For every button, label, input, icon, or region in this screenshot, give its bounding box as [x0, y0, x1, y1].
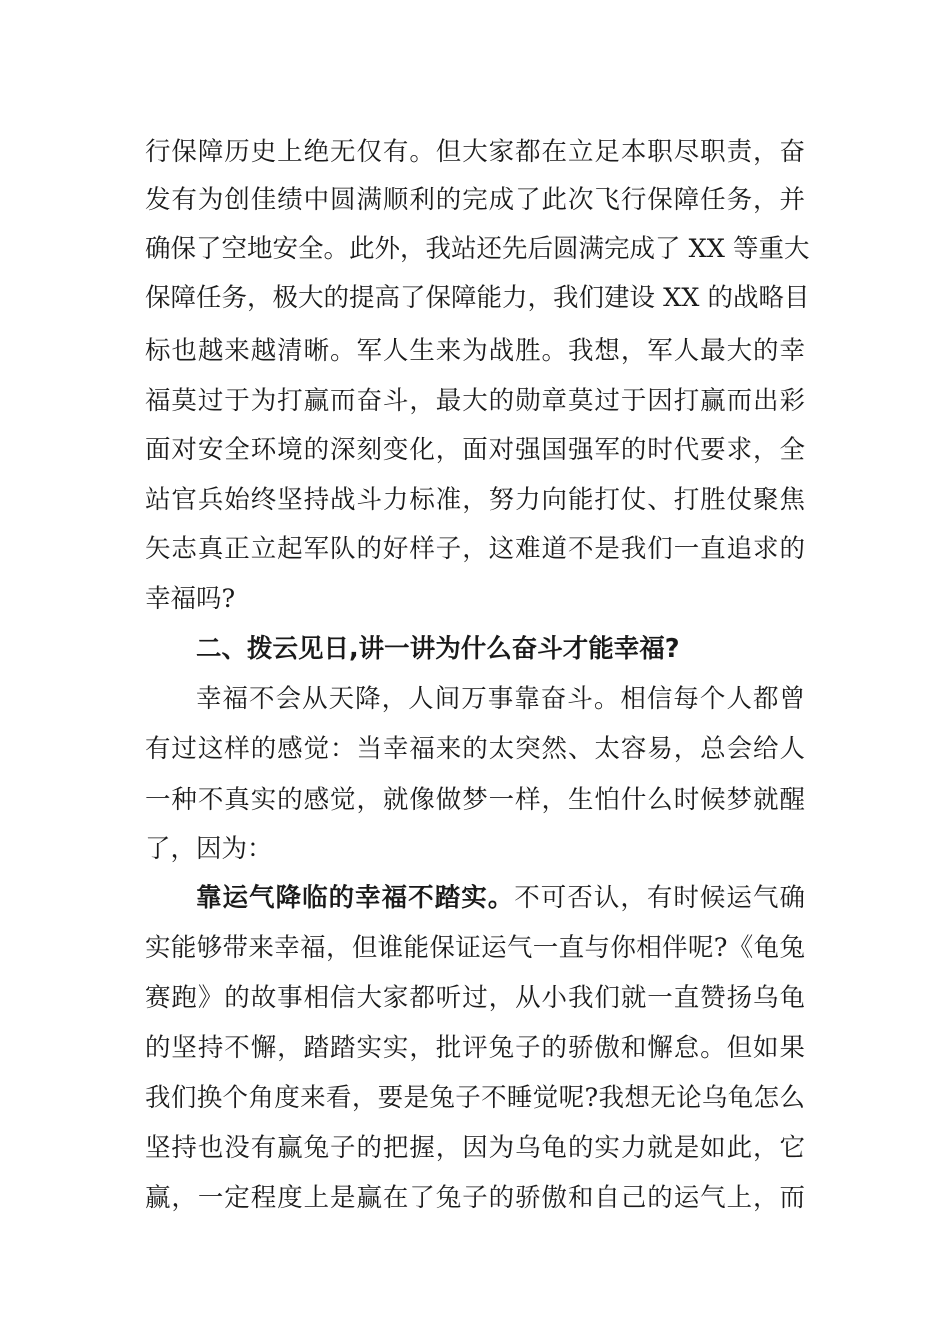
paragraph-line: 站官兵始终坚持战斗力标准，努力向能打仗、打胜仗聚焦 — [145, 485, 805, 515]
paragraph-line: 标也越来越清晰。军人生来为战胜。我想，军人最大的幸 — [145, 336, 805, 366]
paragraph-line: 福莫过于为打赢而奋斗，最大的勋章莫过于因打赢而出彩 — [145, 386, 805, 416]
paragraph-line: 行保障历史上绝无仅有。但大家都在立足本职尽职责，奋 — [145, 137, 805, 167]
bold-lead-sentence: 靠运气降临的幸福不踏实。 — [196, 883, 515, 913]
paragraph-line: 幸福吗? — [145, 584, 236, 614]
paragraph-line: 实能够带来幸福，但谁能保证运气一直与你相伴呢?《龟兔 — [145, 933, 805, 963]
paragraph-line: 保障任务，极大的提高了保障能力，我们建设 XX 的战略目 — [145, 283, 810, 313]
paragraph-line: 赢，一定程度上是赢在了兔子的骄傲和自己的运气上，而 — [145, 1183, 805, 1213]
paragraph-line: 矢志真正立起军队的好样子，这难道不是我们一直追求的 — [145, 534, 805, 564]
paragraph-line: 一种不真实的感觉，就像做梦一样，生怕什么时候梦就醒 — [145, 785, 805, 815]
paragraph-line: 确保了空地安全。此外，我站还先后圆满完成了 XX 等重大 — [145, 234, 810, 264]
first-line-rest: 不可否认，有时候运气确 — [514, 883, 805, 913]
paragraph-first-line — [196, 883, 805, 913]
paragraph-line: 我们换个角度来看，要是兔子不睡觉呢?我想无论乌龟怎么 — [145, 1083, 805, 1113]
paragraph-line: 了，因为： — [145, 834, 273, 864]
paragraph-line: 赛跑》的故事相信大家都听过，从小我们就一直赞扬乌龟 — [145, 983, 805, 1013]
paragraph-line: 发有为创佳绩中圆满顺利的完成了此次飞行保障任务，并 — [145, 185, 805, 215]
paragraph-line: 的坚持不懈，踏踏实实，批评兔子的骄傲和懈怠。但如果 — [145, 1033, 805, 1063]
paragraph-line: 坚持也没有赢兔子的把握，因为乌龟的实力就是如此，它 — [145, 1133, 805, 1163]
paragraph-line: 有过这样的感觉：当幸福来的太突然、太容易，总会给人 — [145, 734, 805, 764]
paragraph-line: 幸福不会从天降，人间万事靠奋斗。相信每个人都曾 — [196, 684, 805, 714]
section-heading: 二、拨云见日,讲一讲为什么奋斗才能幸福? — [196, 634, 680, 664]
paragraph-line: 面对安全环境的深刻变化，面对强国强军的时代要求，全 — [145, 435, 805, 465]
